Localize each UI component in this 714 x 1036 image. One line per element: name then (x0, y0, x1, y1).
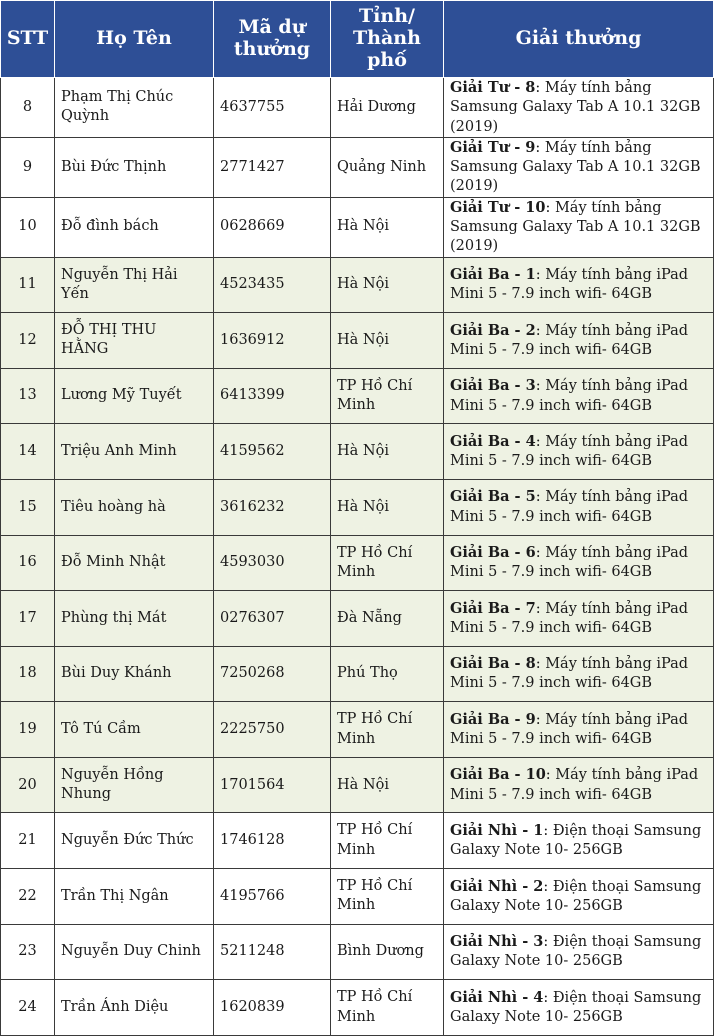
cell-code: 5211248 (214, 924, 331, 980)
cell-prize (444, 757, 714, 813)
prize-title: Giải Tư - 9 (450, 138, 536, 156)
cell-stt: 24 (1, 980, 55, 1036)
header-province: Tỉnh/ Thành phố (331, 1, 444, 78)
prize-title: Giải Ba - 2 (450, 321, 536, 339)
cell-name: Bùi Duy Khánh (55, 646, 214, 702)
cell-province: TP Hồ Chí Minh (331, 813, 444, 869)
prize-description: : Máy tính bảng iPad Mini 5 - 7.9 inch wifi- 64GB (450, 267, 689, 303)
cell-prize (444, 869, 714, 925)
prize-title: Giải Ba - 1 (450, 266, 536, 284)
cell-name: Nguyễn Hồng Nhung (55, 757, 214, 813)
cell-code: 1746128 (214, 813, 331, 869)
cell-stt: 23 (1, 924, 55, 980)
header-row (1, 1, 714, 78)
prize-title: Giải Ba - 6 (450, 544, 536, 562)
cell-prize (444, 313, 714, 369)
cell-prize (444, 591, 714, 647)
prize-description: : Máy tính bảng Samsung Galaxy Tab A 10.1 32GB (2019) (450, 139, 701, 195)
prize-title: Giải Tư - 8 (450, 79, 536, 96)
cell-stt: 15 (1, 479, 55, 535)
cell-prize (444, 535, 714, 591)
cell-prize (444, 257, 714, 313)
header-prize: Giải thưởng (444, 1, 714, 78)
prize-description: : Điện thoại Samsung Galaxy Note 10- 256GB (450, 822, 702, 859)
cell-province: TP Hồ Chí Minh (331, 869, 444, 925)
prize-title: Giải Tư - 10 (450, 198, 546, 216)
cell-stt: 9 (1, 137, 55, 197)
cell-province: TP Hồ Chí Minh (331, 980, 444, 1036)
cell-code: 4637755 (214, 78, 331, 138)
prize-description: : Máy tính bảng iPad Mini 5 - 7.9 inch wifi- 64GB (450, 433, 689, 470)
cell-prize (444, 702, 714, 758)
cell-stt: 22 (1, 869, 55, 925)
prize-description: : Máy tính bảng Samsung Galaxy Tab A 10.1 32GB (2019) (450, 199, 701, 255)
cell-code: 2225750 (214, 702, 331, 758)
table-row (1, 591, 714, 647)
cell-province: Hà Nội (331, 197, 444, 257)
prize-description: : Máy tính bảng iPad Mini 5 - 7.9 inch wifi- 64GB (450, 600, 689, 636)
cell-stt: 16 (1, 535, 55, 591)
cell-stt: 12 (1, 313, 55, 369)
prize-description: : Máy tính bảng iPad Mini 5 - 7.9 inch wifi- 64GB (450, 711, 689, 748)
table-row (1, 313, 714, 369)
cell-province: TP Hồ Chí Minh (331, 535, 444, 591)
prize-description: : Máy tính bảng Samsung Galaxy Tab A 10.1 32GB (2019) (450, 80, 701, 135)
cell-stt: 14 (1, 424, 55, 480)
cell-name: Bùi Đức Thịnh (55, 137, 214, 197)
cell-province: Hà Nội (331, 257, 444, 313)
header-name: Họ Tên (55, 1, 214, 78)
cell-code: 2771427 (214, 137, 331, 197)
prize-description: : Điện thoại Samsung Galaxy Note 10- 256GB (450, 989, 702, 1026)
cell-prize (444, 479, 714, 535)
cell-code: 1636912 (214, 313, 331, 369)
prize-description: : Máy tính bảng iPad Mini 5 - 7.9 inch wifi- 64GB (450, 656, 689, 692)
prize-title: Giải Ba - 3 (450, 377, 536, 395)
cell-prize (444, 78, 714, 138)
table-row (1, 137, 714, 197)
table-header (1, 1, 714, 78)
table-row (1, 424, 714, 480)
cell-prize (444, 646, 714, 702)
cell-province: Hải Dương (331, 78, 444, 138)
table-row (1, 980, 714, 1036)
prize-description: : Máy tính bảng iPad Mini 5 - 7.9 inch wifi- 64GB (450, 545, 689, 581)
prize-title: Giải Ba - 4 (450, 432, 536, 450)
cell-code: 4593030 (214, 535, 331, 591)
prize-description: : Máy tính bảng iPad Mini 5 - 7.9 inch wifi- 64GB (450, 322, 689, 358)
cell-province: Hà Nội (331, 424, 444, 480)
cell-province: Hà Nội (331, 757, 444, 813)
cell-code: 0628669 (214, 197, 331, 257)
prize-title: Giải Ba - 8 (450, 655, 536, 673)
prize-description: : Điện thoại Samsung Galaxy Note 10- 256GB (450, 878, 702, 914)
cell-stt: 8 (1, 78, 55, 138)
cell-name: Nguyễn Đức Thức (55, 813, 214, 869)
cell-stt: 13 (1, 368, 55, 424)
cell-code: 7250268 (214, 646, 331, 702)
cell-province: Hà Nội (331, 479, 444, 535)
table-row (1, 78, 714, 138)
table-row (1, 813, 714, 869)
prize-title: Giải Nhì - 2 (450, 877, 544, 895)
table-row (1, 535, 714, 591)
prize-title: Giải Ba - 5 (450, 488, 536, 506)
cell-prize (444, 137, 714, 197)
cell-stt: 18 (1, 646, 55, 702)
prize-title: Giải Nhì - 4 (450, 988, 544, 1006)
table-row (1, 702, 714, 758)
table-row (1, 368, 714, 424)
cell-prize (444, 368, 714, 424)
cell-province: Hà Nội (331, 313, 444, 369)
cell-name: Lương Mỹ Tuyết (55, 368, 214, 424)
cell-prize (444, 924, 714, 980)
table-row (1, 257, 714, 313)
cell-code: 6413399 (214, 368, 331, 424)
cell-code: 1701564 (214, 757, 331, 813)
prize-title: Giải Nhì - 3 (450, 933, 544, 951)
prize-description: : Máy tính bảng iPad Mini 5 - 7.9 inch wifi- 64GB (450, 767, 699, 803)
table-body (1, 78, 714, 1036)
prize-title: Giải Nhì - 1 (450, 821, 544, 839)
cell-name: Trần Thị Ngân (55, 869, 214, 925)
cell-code: 4159562 (214, 424, 331, 480)
cell-province: Quảng Ninh (331, 137, 444, 197)
prize-description: : Điện thoại Samsung Galaxy Note 10- 256GB (450, 934, 702, 970)
cell-code: 3616232 (214, 479, 331, 535)
cell-name: Trần Ánh Diệu (55, 980, 214, 1036)
prize-title: Giải Ba - 7 (450, 599, 536, 617)
cell-name: Phạm Thị Chúc Quỳnh (55, 78, 214, 138)
cell-name: Đỗ Minh Nhật (55, 535, 214, 591)
prize-title: Giải Ba - 10 (450, 766, 546, 784)
cell-province: Bình Dương (331, 924, 444, 980)
cell-name: Nguyễn Thị Hải Yến (55, 257, 214, 313)
table-row (1, 924, 714, 980)
cell-name: Triệu Anh Minh (55, 424, 214, 480)
table-row (1, 479, 714, 535)
cell-stt: 21 (1, 813, 55, 869)
prize-title: Giải Ba - 9 (450, 710, 536, 728)
cell-code: 4523435 (214, 257, 331, 313)
cell-province: Đà Nẵng (331, 591, 444, 647)
cell-province: Phú Thọ (331, 646, 444, 702)
cell-prize (444, 813, 714, 869)
cell-name: Đỗ đình bách (55, 197, 214, 257)
table-row (1, 757, 714, 813)
cell-code: 4195766 (214, 869, 331, 925)
cell-stt: 10 (1, 197, 55, 257)
cell-prize (444, 424, 714, 480)
cell-name: ĐỖ THỊ THU HẰNG (55, 313, 214, 369)
prize-description: : Máy tính bảng iPad Mini 5 - 7.9 inch wifi- 64GB (450, 378, 689, 414)
cell-name: Tiêu hoàng hà (55, 479, 214, 535)
table-row (1, 646, 714, 702)
cell-stt: 11 (1, 257, 55, 313)
cell-stt: 19 (1, 702, 55, 758)
table-row (1, 197, 714, 257)
cell-name: Nguyễn Duy Chinh (55, 924, 214, 980)
cell-name: Tô Tú Cầm (55, 702, 214, 758)
header-stt: STT (1, 1, 55, 78)
cell-stt: 17 (1, 591, 55, 647)
cell-prize (444, 980, 714, 1036)
header-code: Mã dự thưởng (214, 1, 331, 78)
cell-stt: 20 (1, 757, 55, 813)
cell-province: TP Hồ Chí Minh (331, 702, 444, 758)
prize-description: : Máy tính bảng iPad Mini 5 - 7.9 inch wifi- 64GB (450, 489, 689, 525)
cell-code: 0276307 (214, 591, 331, 647)
cell-province: TP Hồ Chí Minh (331, 368, 444, 424)
table-row (1, 869, 714, 925)
cell-prize (444, 197, 714, 257)
cell-name: Phùng thị Mát (55, 591, 214, 647)
cell-code: 1620839 (214, 980, 331, 1036)
